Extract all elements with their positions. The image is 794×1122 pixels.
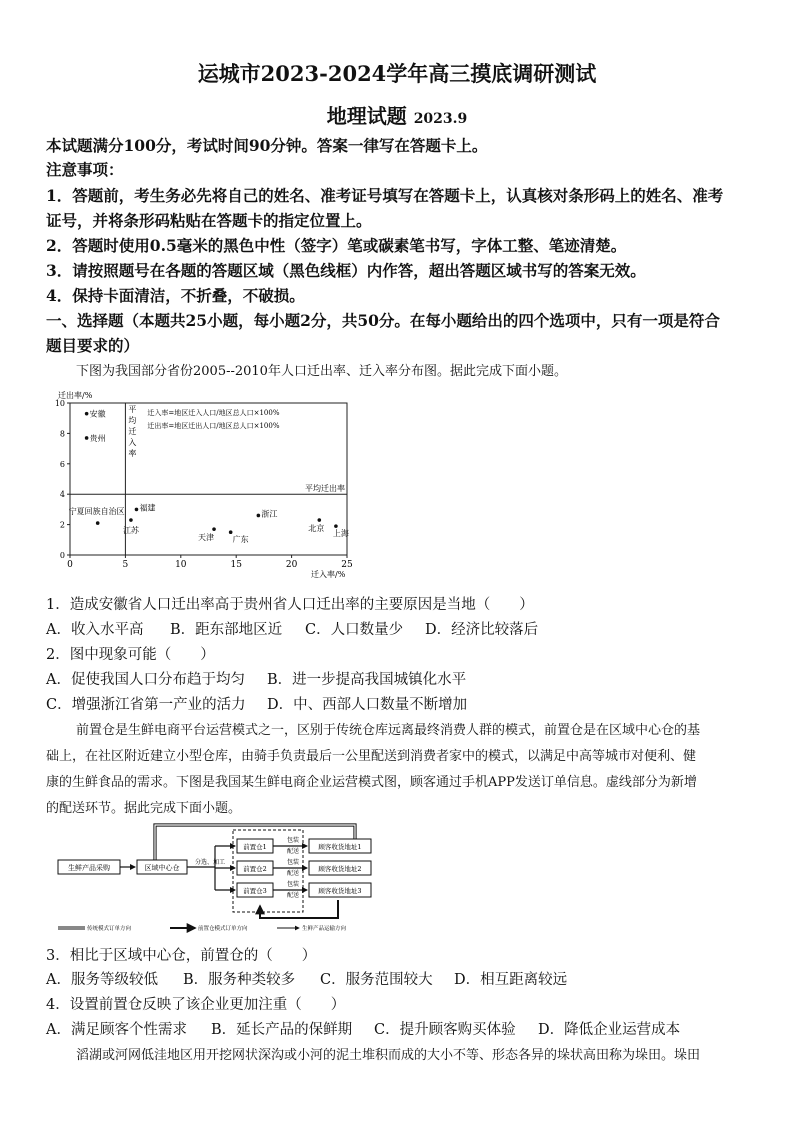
passage-1: 下图为我国部分省份2005--2010年人口迁出率、迁入率分布图。据此完成下面小题。 <box>76 364 567 379</box>
data-point <box>85 436 89 440</box>
passage-2-line-4: 的配送环节。据此完成下面小题。 <box>46 801 242 816</box>
exam-subject-line <box>0 100 794 129</box>
passage-2-line-1: 前置仓是生鲜电商平台运营模式之一，区别于传统仓库远离最终消费人群的模式，前置仓是在区域中心仓的基 <box>76 723 701 738</box>
section1-heading-a: 一、选择题（本题共25小题，每小题2分，共50分。在每小题给出的四个选项中，只有一项是符合 <box>46 311 720 330</box>
data-point <box>135 508 139 512</box>
q2-option-b[interactable]: B．进一步提高我国城镇化水平 <box>267 672 467 688</box>
x-tick-label: 20 <box>285 560 298 570</box>
y-tick-label: 6 <box>59 459 65 469</box>
q4-option-a[interactable]: A．满足顾客个性需求 <box>46 1022 187 1038</box>
passage-2-line-3: 康的生鲜食品的需求。下图是我国某生鲜电商企业运营模式图，顾客通过手机APP发送订单信息。虚线部分为新增 <box>46 775 697 790</box>
regional-center-box <box>137 860 187 874</box>
instruction-item-1a: 1．答题前，考生务必先将自己的姓名、准考证号填写在答题卡上，认真核对条形码上的姓名、准考 <box>46 186 724 205</box>
point-label: 上海 <box>332 529 349 539</box>
x-tick-label: 25 <box>341 560 353 570</box>
point-label: 天津 <box>198 533 215 543</box>
q2-option-d[interactable]: D．中、西部人口数量不断增加 <box>267 697 468 713</box>
y-tick-label: 4 <box>59 490 65 500</box>
y-tick-label: 10 <box>54 399 65 408</box>
svg-text:前置仓2: 前置仓2 <box>243 865 267 873</box>
exam-title: 运城市2023-2024学年高三摸底调研测试 <box>197 61 597 86</box>
passage-3: 滔湖或河网低洼地区用开挖网状深沟或小河的泥土堆积而成的大小不等、形态各异的垛状高田称为垛田。垛田 <box>76 1048 701 1063</box>
passage-2-line-2: 础上，在社区附近建立小型仓库，由骑手负责最后一公里配送到消费者家中的模式，以满足中高等城市对便利、健 <box>46 749 697 764</box>
q3-option-d[interactable]: D．相互距离较远 <box>454 972 568 988</box>
formula-in: 迁入率=地区迁入人口/地区总人口×100% <box>147 409 280 417</box>
avg-out-label: 平均迁出率 <box>305 484 345 494</box>
q4-stem: 4．设置前置仓反映了该企业更加注重（ ） <box>46 997 346 1013</box>
procurement-label: 生鲜产品采购 <box>68 864 110 872</box>
data-point <box>129 518 133 522</box>
notice-label: 注意事项： <box>46 160 124 179</box>
avg-in-label-char: 均 <box>128 416 137 425</box>
q4-option-c[interactable]: C．提升顾客购买体验 <box>374 1022 516 1038</box>
q4-option-b[interactable]: B．延长产品的保鲜期 <box>211 1022 353 1038</box>
svg-text:前置仓3: 前置仓3 <box>243 887 267 895</box>
point-label: 北京 <box>308 524 325 534</box>
subject-title: 地理试题 <box>326 104 407 128</box>
x-tick-label: 10 <box>175 560 187 570</box>
front-warehouse-3 <box>237 883 273 897</box>
point-label: 安徽 <box>89 409 106 419</box>
data-point <box>96 521 100 525</box>
migration-scatter-chart <box>50 383 370 583</box>
q3-option-a[interactable]: A．服务等级较低 <box>46 972 158 988</box>
q1-option-a[interactable]: A．收入水平高 <box>46 622 144 638</box>
svg-text:顾客收货地址3: 顾客收货地址3 <box>318 887 362 895</box>
customer-address-3 <box>309 883 371 897</box>
q1-option-c[interactable]: C．人口数量少 <box>305 622 404 638</box>
x-tick-label: 15 <box>230 560 242 570</box>
y-tick-label: 2 <box>59 520 65 530</box>
y-tick-label: 8 <box>59 429 65 439</box>
pack-label-3: 包装 <box>287 881 300 888</box>
fresh-ecommerce-flow-diagram <box>55 820 385 935</box>
x-tick-label: 0 <box>67 560 73 570</box>
q4-option-d[interactable]: D．降低企业运营成本 <box>538 1022 681 1038</box>
point-label: 广东 <box>232 535 249 545</box>
instruction-item-1b: 证号，并将条形码粘贴在答题卡的指定位置上。 <box>46 211 372 230</box>
instruction-item-2: 2．答题时使用0.5毫米的黑色中性（签字）笔或碳素笔书写，字体工整、笔迹清楚。 <box>46 236 627 255</box>
process-label: 分选、加工 <box>195 859 226 866</box>
x-axis-label: 迁入率/% <box>311 570 346 579</box>
y-tick-label: 0 <box>59 551 65 560</box>
procurement-box <box>58 860 120 874</box>
instruction-intro: 本试题满分100分，考试时间90分钟。答案一律写在答题卡上。 <box>46 136 488 155</box>
legend-traditional: 传统模式订单方向 <box>87 926 132 932</box>
point-label: 贵州 <box>89 433 106 443</box>
y-axis-label: 迁出率/% <box>58 391 93 400</box>
data-point <box>85 412 89 416</box>
q2-option-a[interactable]: A．促使我国人口分布趋于均匀 <box>46 672 245 688</box>
svg-text:前置仓1: 前置仓1 <box>243 843 267 851</box>
avg-in-label-char: 率 <box>128 449 137 458</box>
data-point <box>229 530 233 534</box>
avg-in-label-char: 入 <box>128 438 137 447</box>
exam-date: 2023.9 <box>413 111 468 127</box>
data-point <box>334 524 338 528</box>
customer-address-2 <box>309 861 371 875</box>
q2-stem: 2．图中现象可能（ ） <box>46 647 215 663</box>
front-warehouse-1 <box>237 839 273 853</box>
avg-in-label-char: 迁 <box>128 427 137 436</box>
data-point <box>318 518 322 522</box>
point-label: 宁夏回族自治区 <box>68 507 125 517</box>
formula-out: 迁出率=地区迁出人口/地区总人口×100% <box>147 422 280 430</box>
customer-address-1 <box>309 839 371 853</box>
section1-heading-b: 题目要求的） <box>46 336 140 355</box>
svg-text:顾客收货地址1: 顾客收货地址1 <box>318 843 362 851</box>
front-warehouse-2 <box>237 861 273 875</box>
pack-label-2: 包装 <box>287 859 300 866</box>
point-label: 江苏 <box>122 526 139 536</box>
q2-option-c[interactable]: C．增强浙江省第一产业的活力 <box>46 697 246 713</box>
data-point <box>257 514 261 518</box>
legend-transport: 生鲜产品运输方向 <box>302 926 347 932</box>
svg-text:顾客收货地址2: 顾客收货地址2 <box>318 865 362 873</box>
deliver-label-3: 配送 <box>287 892 300 899</box>
point-label: 浙江 <box>261 509 278 519</box>
q1-option-d[interactable]: D．经济比较落后 <box>425 622 539 638</box>
data-point <box>212 527 216 531</box>
q1-stem: 1．造成安徽省人口迁出率高于贵州省人口迁出率的主要原因是当地（ ） <box>46 597 534 613</box>
legend-front-warehouse: 前置仓模式订单方向 <box>198 926 248 932</box>
q3-option-c[interactable]: C．服务范围较大 <box>320 972 433 988</box>
instruction-item-4: 4．保持卡面清洁，不折叠，不破损。 <box>46 286 305 305</box>
avg-in-label-char: 平 <box>128 405 137 414</box>
q1-option-b[interactable]: B．距东部地区近 <box>170 622 283 638</box>
deliver-label-2: 配送 <box>287 870 300 877</box>
regional-center-label: 区域中心仓 <box>144 864 180 872</box>
x-tick-label: 5 <box>122 560 129 570</box>
instruction-item-3: 3．请按照题号在各题的答题区域（黑色线框）内作答，超出答题区域书写的答案无效。 <box>46 261 646 280</box>
q3-option-b[interactable]: B．服务种类较多 <box>183 972 296 988</box>
point-label: 福建 <box>139 503 156 513</box>
deliver-label-1: 配送 <box>287 848 300 855</box>
q3-stem: 3．相比于区域中心仓，前置仓的（ ） <box>46 948 317 964</box>
pack-label-1: 包装 <box>287 837 300 844</box>
